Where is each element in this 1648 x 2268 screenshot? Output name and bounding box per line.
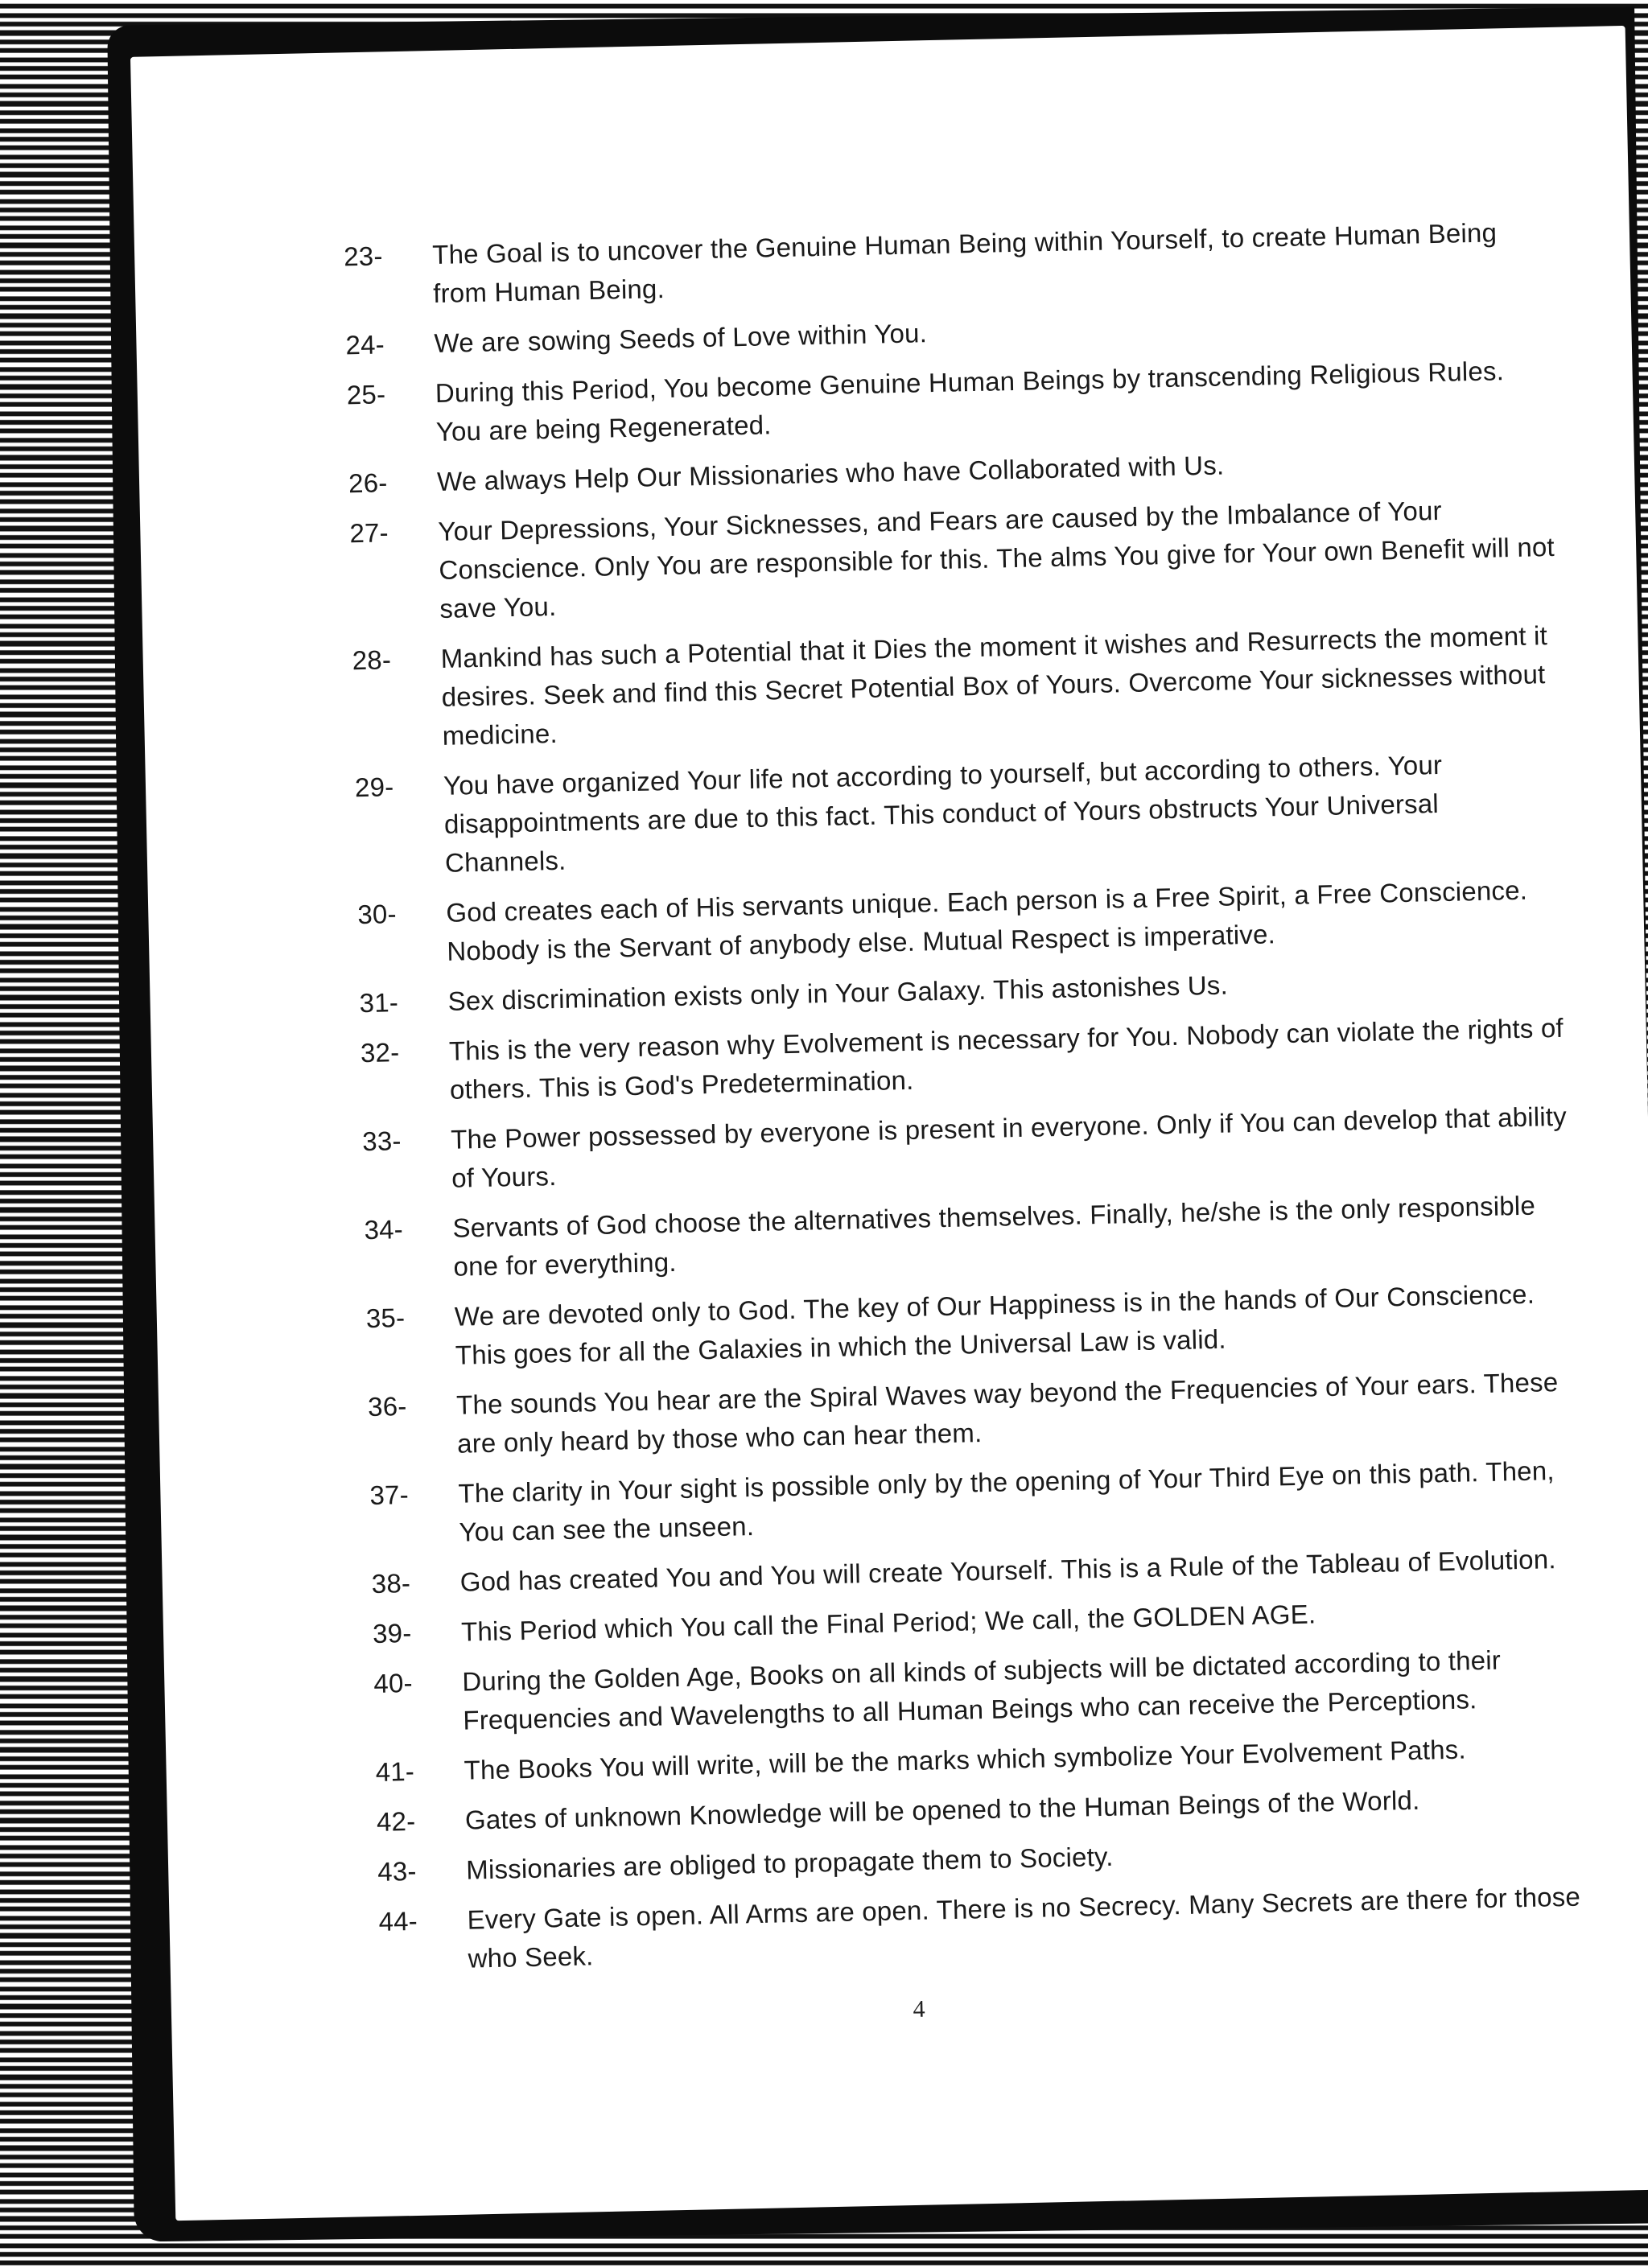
item-number: 28-	[352, 644, 392, 676]
list-item	[364, 1186, 1572, 1288]
list-item	[373, 1640, 1582, 1742]
item-number: 31-	[359, 987, 399, 1019]
item-number: 24-	[345, 329, 385, 360]
numbered-message-list	[344, 212, 1587, 1991]
item-text: God has created You and You will create Yourself. This is a Rule of the Tableau of Evolution.	[459, 1544, 1557, 1597]
item-text: Missionaries are obliged to propagate them to Society.	[465, 1841, 1114, 1885]
item-number: 40-	[373, 1667, 414, 1698]
item-number: 37-	[369, 1480, 410, 1511]
list-item	[360, 1009, 1568, 1111]
document-page	[130, 26, 1648, 2221]
item-text: Servants of God choose the alternatives themselves. Finally, he/she is the only responsible one for everything.	[452, 1190, 1536, 1282]
item-text: The Goal is to uncover the Genuine Human Being within Yourself, to create Human Being from Human Being.	[431, 217, 1498, 309]
list-item	[349, 489, 1559, 630]
list-item	[369, 1451, 1578, 1554]
list-item	[368, 1363, 1576, 1465]
item-number: 43-	[377, 1855, 417, 1887]
list-item	[352, 616, 1561, 757]
list-item	[362, 1097, 1571, 1200]
item-text: This is the very reason why Evolvement is necessary for You. Nobody can violate the rights of others. This is God's Predetermination.	[448, 1012, 1564, 1105]
item-number: 30-	[356, 899, 398, 930]
item-number: 41-	[375, 1756, 415, 1787]
list-item	[365, 1274, 1574, 1377]
item-text: Your Depressions, Your Sicknesses, and Fears are caused by the Imbalance of Your Conscience. Only You are responsible for this. The alms You give for Your own Benefit will not save You.	[438, 495, 1555, 624]
item-text: We always Help Our Missionaries who have Collaborated with Us.	[436, 450, 1225, 496]
item-number: 33-	[361, 1126, 402, 1157]
item-text: During this Period, You become Genuine Human Beings by transcending Religious Rules. You are being Regenerated.	[435, 356, 1505, 447]
item-number: 34-	[364, 1214, 404, 1245]
item-number: 32-	[360, 1037, 400, 1068]
item-text: The Power possessed by everyone is present in everyone. Only if You can develop that ability of Yours.	[450, 1101, 1568, 1193]
item-text: During the Golden Age, Books on all kinds of subjects will be dictated according to their Frequencies and Wavelengths to all Human Beings who can receive the Perceptions.	[461, 1644, 1502, 1735]
item-text: The clarity in Your sight is possible only by the opening of Your Third Eye on this path. Then, You can see the unseen.	[458, 1455, 1555, 1547]
item-number: 42-	[376, 1805, 416, 1837]
list-item	[346, 351, 1555, 453]
item-text: Every Gate is open. All Arms are open. There is no Secrecy. Many Secrets are there for those who Seek.	[467, 1881, 1581, 1974]
item-text: This Period which You call the Final Period; We call, the GOLDEN AGE.	[460, 1599, 1316, 1647]
item-text: God creates each of His servants unique. Each person is a Free Spirit, a Free Conscience. Nobody is the Servant of anybody else. Mutual Respect is imperative.	[445, 875, 1528, 966]
item-number: 29-	[354, 772, 394, 803]
list-item	[344, 212, 1552, 315]
item-number: 35-	[365, 1303, 406, 1334]
list-item	[357, 871, 1566, 973]
item-number: 26-	[348, 467, 388, 499]
item-number: 36-	[367, 1391, 407, 1422]
item-number: 38-	[371, 1567, 411, 1599]
list-item	[355, 743, 1564, 884]
item-text: You have organized Your life not according to yourself, but according to others. Your disappointments are due to this fact. This conduct of Yours obstructs Your Universal Channels.	[443, 749, 1443, 878]
item-text: We are sowing Seeds of Love within You.	[434, 318, 928, 359]
item-number: 39-	[372, 1617, 412, 1649]
item-text: The sounds You hear are the Spiral Waves way beyond the Frequencies of Your ears. These are only heard by those who can hear them.	[455, 1367, 1559, 1459]
item-number: 27-	[349, 517, 389, 549]
item-text: Sex discrimination exists only in Your Galaxy. This astonishes Us.	[447, 969, 1229, 1016]
item-number: 44-	[378, 1905, 418, 1937]
item-text: We are devoted only to God. The key of Our Happiness is in the hands of Our Conscience. This goes for all the Galaxies in which the Universal Law is valid.	[454, 1278, 1535, 1370]
item-text: Mankind has such a Potential that it Dies the moment it wishes and Resurrects the moment it desires. Seek and find this Secret Potential Box of Yours. Overcome Your sicknesses without medicine.	[440, 620, 1548, 751]
page-number: 4	[913, 1995, 925, 2023]
item-text: Gates of unknown Knowledge will be opened to the Human Beings of the World.	[464, 1784, 1420, 1835]
item-number: 23-	[343, 241, 383, 272]
item-number: 25-	[346, 379, 386, 410]
list-item	[378, 1877, 1587, 1979]
item-text: The Books You will write, will be the marks which symbolize Your Evolvement Paths.	[464, 1734, 1467, 1785]
